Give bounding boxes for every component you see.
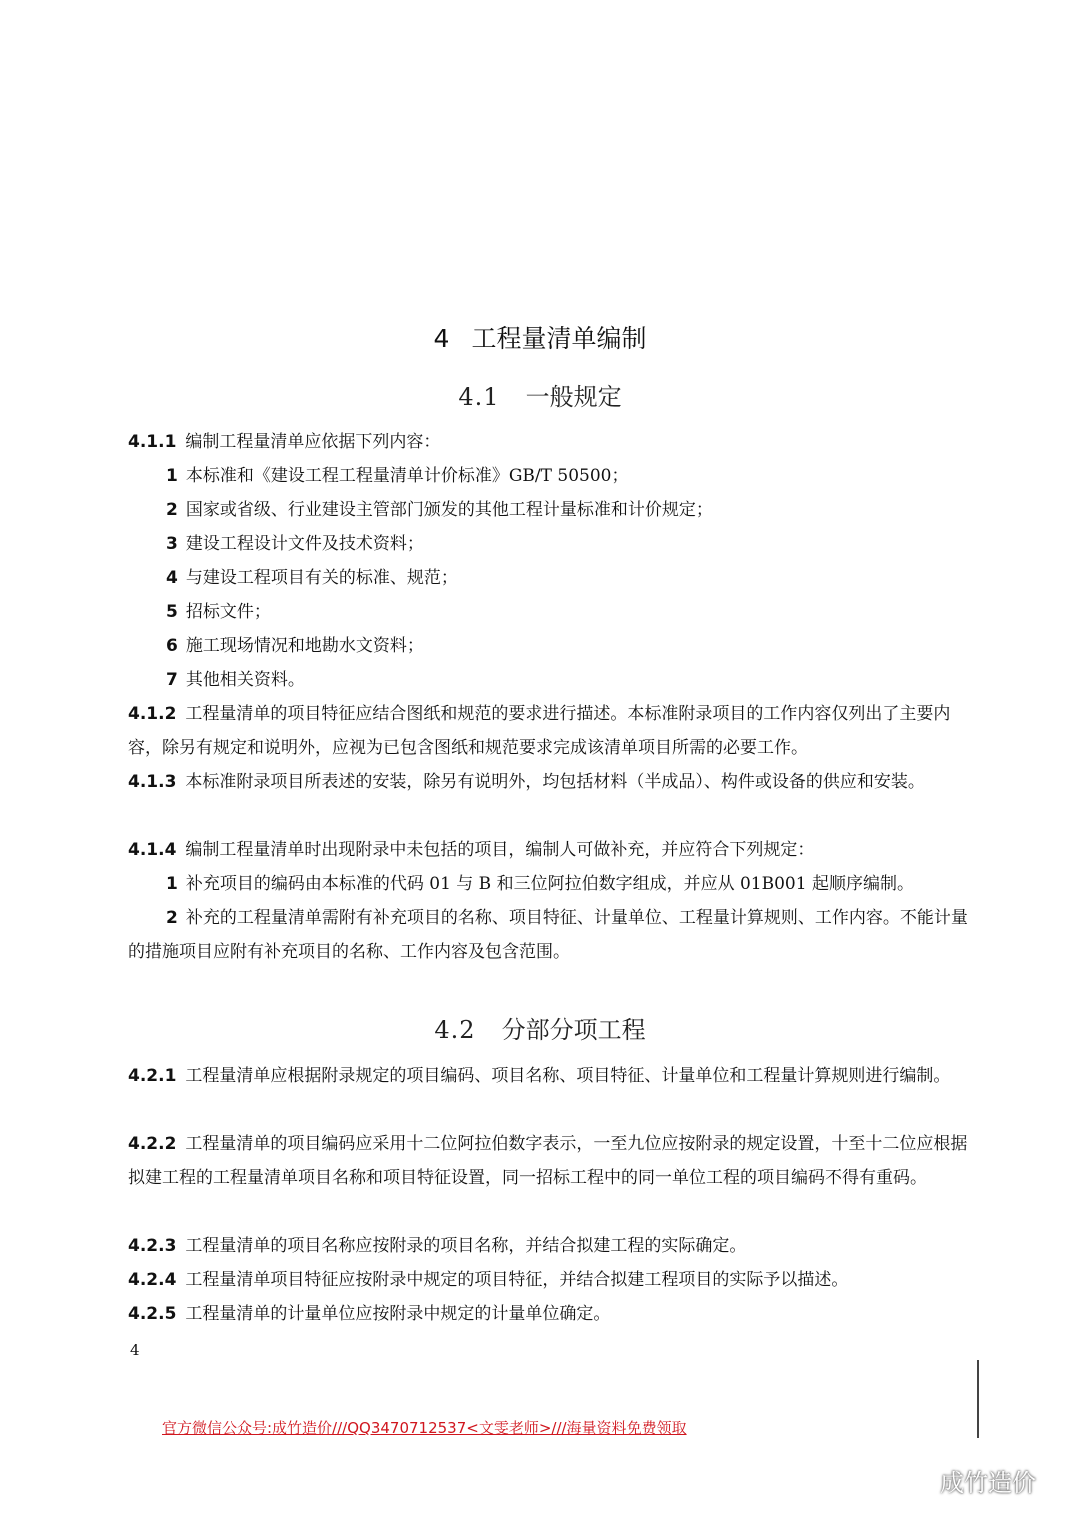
chapter-title-text: 工程量清单编制 bbox=[471, 324, 647, 353]
clause-number: 4.1.4 bbox=[128, 840, 177, 860]
clause-4-2-1 bbox=[128, 1059, 968, 1093]
list-item bbox=[128, 901, 968, 969]
item-text: 补充的工程量清单需附有补充项目的名称、项目特征、计量单位、工程量计算规则、工作内容。不能计量的措施项目应附有补充项目的名称、工作内容及包含范围。 bbox=[128, 908, 968, 962]
list-item bbox=[166, 561, 968, 595]
page-number: 4 bbox=[130, 1341, 140, 1359]
clause-4-2-2 bbox=[128, 1127, 968, 1195]
clause-number: 4.1.3 bbox=[128, 772, 177, 792]
item-number: 6 bbox=[166, 636, 178, 656]
list-item bbox=[166, 663, 968, 697]
clause-text: 工程量清单的项目名称应按附录的项目名称，并结合拟建工程的实际确定。 bbox=[185, 1236, 747, 1256]
section-title-text: 分部分项工程 bbox=[501, 1016, 646, 1044]
item-number: 1 bbox=[166, 466, 178, 486]
clause-text: 工程量清单的计量单位应按附录中规定的计量单位确定。 bbox=[185, 1304, 611, 1324]
clause-4-1-1 bbox=[128, 425, 968, 459]
item-text: 招标文件； bbox=[185, 602, 271, 622]
clause-number: 4.2.4 bbox=[128, 1270, 177, 1290]
section-number: 4.2 bbox=[434, 1016, 476, 1044]
clause-4-1-3 bbox=[128, 765, 968, 799]
section-title-text: 一般规定 bbox=[525, 383, 622, 411]
clause-number: 4.2.2 bbox=[128, 1134, 177, 1154]
section-title-4-1 bbox=[0, 380, 1080, 414]
list-item bbox=[166, 629, 968, 663]
list-item bbox=[166, 867, 968, 901]
item-text: 补充项目的编码由本标准的代码 01 与 B 和三位阿拉伯数字组成，并应从 01B001 起顺序编制。 bbox=[185, 874, 914, 894]
item-text: 国家或省级、行业建设主管部门颁发的其他工程计量标准和计价规定； bbox=[185, 500, 713, 520]
section-number: 4.1 bbox=[458, 383, 500, 411]
clause-text: 编制工程量清单应依据下列内容： bbox=[185, 432, 441, 452]
clause-4-1-4 bbox=[128, 833, 968, 867]
watermark bbox=[892, 1460, 1036, 1500]
footer-promo-link[interactable]: 官方微信公众号:成竹造价///QQ3470712537<文雯老师>///海量资料免费领取 bbox=[162, 1419, 687, 1437]
clause-number: 4.2.3 bbox=[128, 1236, 177, 1256]
chapter-number: 4 bbox=[433, 324, 450, 353]
chapter-title bbox=[0, 322, 1080, 356]
clause-number: 4.1.1 bbox=[128, 432, 177, 452]
item-text: 施工现场情况和地勘水文资料； bbox=[185, 636, 424, 656]
watermark-text: 成竹造价 bbox=[940, 1468, 1036, 1497]
item-text: 其他相关资料。 bbox=[185, 670, 305, 690]
section-title-4-2 bbox=[0, 1013, 1080, 1047]
clause-4-2-4 bbox=[128, 1263, 968, 1297]
clause-text: 编制工程量清单时出现附录中未包括的项目，编制人可做补充，并应符合下列规定： bbox=[185, 840, 815, 860]
clause-4-1-2 bbox=[128, 697, 968, 765]
clause-4-2-5 bbox=[128, 1297, 968, 1331]
clause-text: 工程量清单的项目特征应结合图纸和规范的要求进行描述。本标准附录项目的工作内容仅列出了主要内容，除另有规定和说明外，应视为已包含图纸和规范要求完成该清单项目所需的必要工作。 bbox=[128, 704, 951, 758]
list-item bbox=[166, 595, 968, 629]
item-number: 2 bbox=[166, 908, 178, 928]
list-item bbox=[166, 527, 968, 561]
list-item bbox=[166, 493, 968, 527]
clause-number: 4.2.5 bbox=[128, 1304, 177, 1324]
clause-text: 工程量清单项目特征应按附录中规定的项目特征，并结合拟建工程项目的实际予以描述。 bbox=[185, 1270, 849, 1290]
clause-text: 工程量清单的项目编码应采用十二位阿拉伯数字表示，一至九位应按附录的规定设置，十至十二位应根据拟建工程的工程量清单项目名称和项目特征设置，同一招标工程中的同一单位工程的项目编码不得有重码。 bbox=[128, 1134, 968, 1188]
wechat-icon bbox=[892, 1464, 932, 1496]
item-number: 3 bbox=[166, 534, 178, 554]
clause-number: 4.2.1 bbox=[128, 1066, 177, 1086]
item-number: 5 bbox=[166, 602, 178, 622]
item-number: 4 bbox=[166, 568, 178, 588]
item-number: 7 bbox=[166, 670, 178, 690]
clause-text: 本标准附录项目所表述的安装，除另有说明外，均包括材料（半成品）、构件或设备的供应和安装。 bbox=[185, 772, 925, 792]
item-text: 本标准和《建设工程工程量清单计价标准》GB/T 50500； bbox=[185, 466, 629, 486]
item-text: 与建设工程项目有关的标准、规范； bbox=[185, 568, 458, 588]
clause-4-2-3 bbox=[128, 1229, 968, 1263]
item-number: 2 bbox=[166, 500, 178, 520]
item-text: 建设工程设计文件及技术资料； bbox=[185, 534, 424, 554]
clause-number: 4.1.2 bbox=[128, 704, 177, 724]
item-number: 1 bbox=[166, 874, 178, 894]
margin-rule bbox=[977, 1360, 979, 1438]
clause-text: 工程量清单应根据附录规定的项目编码、项目名称、项目特征、计量单位和工程量计算规则进行编制。 bbox=[185, 1066, 951, 1086]
list-item bbox=[166, 459, 968, 493]
